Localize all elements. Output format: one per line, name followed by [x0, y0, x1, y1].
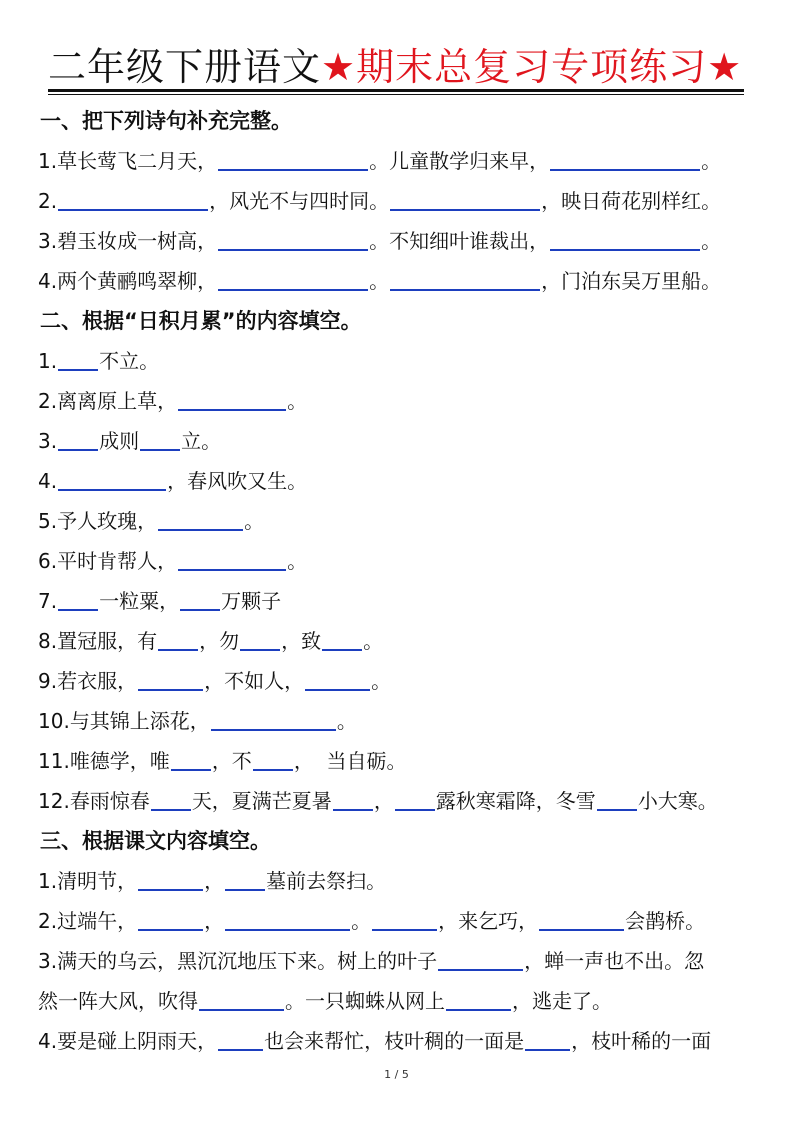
blank[interactable] — [211, 707, 336, 731]
blank[interactable] — [446, 987, 511, 1011]
s1-q1: 1.草长莺飞二月天， 。儿童散学归来早， 。 — [38, 149, 722, 173]
s1-q2: 2. ，风光不与四时同。 ，映日荷花别样红。 — [38, 189, 722, 213]
s2-q8: 8.置冠服，有 ，勿 ，致 。 — [38, 629, 384, 653]
page-number: 1 / 5 — [384, 1068, 409, 1081]
title-red: 期末总复习专项练习 — [356, 45, 708, 89]
blank[interactable] — [218, 147, 368, 171]
title-rule-thick — [48, 89, 744, 92]
blank[interactable] — [395, 787, 435, 811]
s2-q12: 12.春雨惊春 天，夏满芒夏暑 ， 露秋寒霜降，冬雪 小大寒。 — [38, 789, 718, 813]
blank[interactable] — [218, 227, 368, 251]
title-black: 二年级下册语文 — [48, 45, 322, 89]
s2-q9: 9.若衣服， ，不如人， 。 — [38, 669, 392, 693]
blank[interactable] — [333, 787, 373, 811]
blank[interactable] — [322, 627, 362, 651]
blank[interactable] — [178, 387, 286, 411]
s2-q5: 5.予人玫瑰， 。 — [38, 509, 265, 533]
blank[interactable] — [58, 187, 208, 211]
s3-q2: 2.过端午， ， 。 ，来乞巧， 会鹊桥。 — [38, 909, 706, 933]
s2-q2: 2.离离原上草， 。 — [38, 389, 308, 413]
blank[interactable] — [138, 667, 203, 691]
blank[interactable] — [180, 587, 220, 611]
s2-q4: 4. ，春风吹又生。 — [38, 469, 308, 493]
blank[interactable] — [550, 147, 700, 171]
blank[interactable] — [305, 667, 370, 691]
s3-q1: 1.清明节， ， 墓前去祭扫。 — [38, 869, 387, 893]
blank[interactable] — [178, 547, 286, 571]
s3-q3-cont: 然一阵大风，吹得 。一只蜘蛛从网上 ，逃走了。 — [38, 989, 612, 1013]
blank[interactable] — [225, 867, 265, 891]
s2-q1: 1. 不立。 — [38, 349, 160, 373]
blank[interactable] — [225, 907, 350, 931]
blank[interactable] — [218, 1027, 263, 1051]
page-title — [48, 44, 748, 90]
blank[interactable] — [140, 427, 180, 451]
blank[interactable] — [171, 747, 211, 771]
blank[interactable] — [390, 267, 540, 291]
blank[interactable] — [597, 787, 637, 811]
s3-q3: 3.满天的乌云，黑沉沉地压下来。树上的叶子 ，蝉一声也不出。忽 — [38, 949, 705, 973]
star-icon: ★ — [321, 45, 357, 89]
blank[interactable] — [390, 187, 540, 211]
blank[interactable] — [158, 627, 198, 651]
blank[interactable] — [550, 227, 700, 251]
s2-q7: 7. 一粒粟， 万颗子 — [38, 589, 282, 613]
s2-q10: 10.与其锦上添花， 。 — [38, 709, 357, 733]
blank[interactable] — [240, 627, 280, 651]
blank[interactable] — [438, 947, 523, 971]
section-heading-3: 三、根据课文内容填空。 — [40, 829, 271, 853]
blank[interactable] — [58, 467, 166, 491]
s2-q11: 11.唯德学，唯 ，不 ， 当自砺。 — [38, 749, 407, 773]
section-heading-2: 二、根据“日积月累”的内容填空。 — [40, 309, 362, 333]
blank[interactable] — [58, 587, 98, 611]
blank[interactable] — [539, 907, 624, 931]
blank[interactable] — [158, 507, 243, 531]
blank[interactable] — [253, 747, 293, 771]
s2-q6: 6.平时肯帮人， 。 — [38, 549, 308, 573]
blank[interactable] — [151, 787, 191, 811]
s2-q3: 3. 成则 立。 — [38, 429, 222, 453]
star-icon: ★ — [707, 45, 743, 89]
title-rule-thin — [48, 94, 744, 95]
s1-q4: 4.两个黄鹂鸣翠柳， 。 ，门泊东吴万里船。 — [38, 269, 722, 293]
blank[interactable] — [199, 987, 284, 1011]
blank[interactable] — [58, 427, 98, 451]
s3-q4: 4.要是碰上阴雨天， 也会来帮忙，枝叶稠的一面是 ，枝叶稀的一面 — [38, 1029, 712, 1053]
blank[interactable] — [525, 1027, 570, 1051]
blank[interactable] — [58, 347, 98, 371]
blank[interactable] — [138, 907, 203, 931]
blank[interactable] — [138, 867, 203, 891]
blank[interactable] — [218, 267, 368, 291]
section-heading-1: 一、把下列诗句补充完整。 — [40, 109, 292, 133]
s1-q3: 3.碧玉妆成一树高， 。不知细叶谁裁出， 。 — [38, 229, 722, 253]
blank[interactable] — [372, 907, 437, 931]
